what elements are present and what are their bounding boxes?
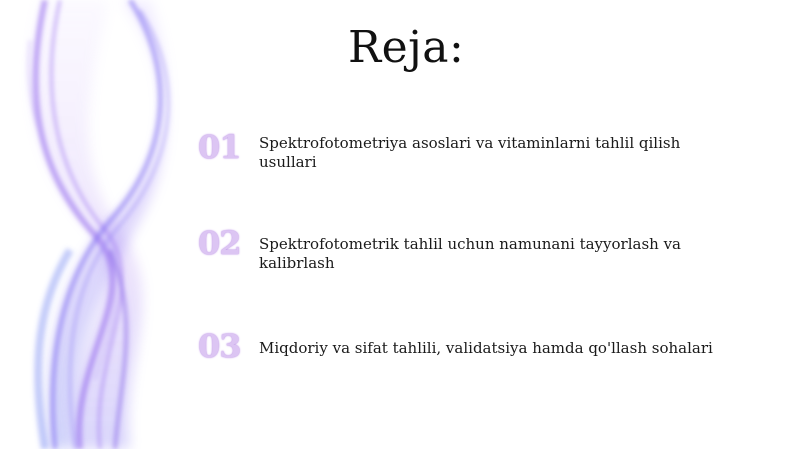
item-text: Spektrofotometrik tahlil uchun namunani tayyorlash va kalibrlash — [259, 235, 681, 272]
slide-title: Reja: — [348, 22, 465, 73]
purple-smoke-wave-decoration — [0, 0, 200, 449]
item-number: 01 — [198, 128, 241, 166]
item-text: Miqdoriy va sifat tahlili, validatsiya hamda qo'llash sohalari — [259, 339, 713, 357]
item-number: 02 — [198, 224, 241, 262]
item-number: 03 — [198, 327, 241, 365]
item-text: Spektrofotometriya asoslari va vitaminlarni tahlil qilish usullari — [259, 134, 681, 171]
